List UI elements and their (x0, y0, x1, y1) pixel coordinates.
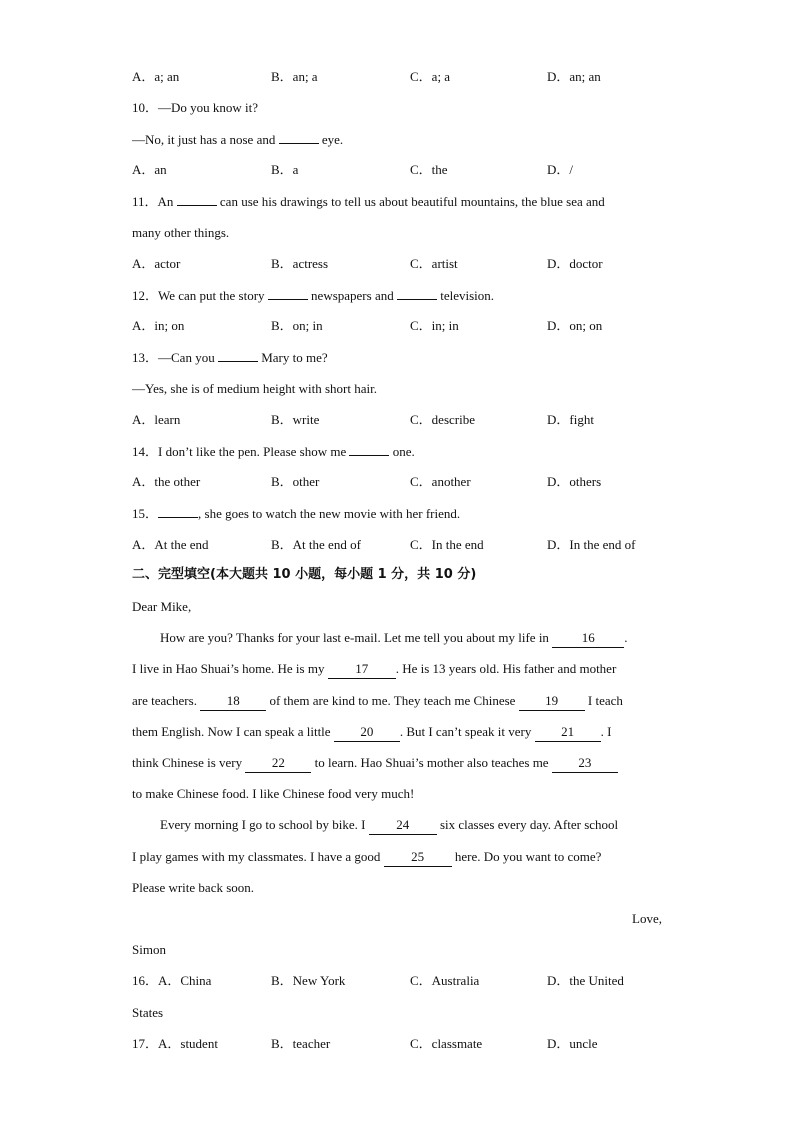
option-a: A．in; on (132, 318, 185, 333)
text: 15． (132, 506, 159, 521)
option-c: C．another (410, 474, 471, 489)
text: are teachers. (132, 693, 197, 708)
text: one. (392, 444, 415, 459)
text: to learn. Hao Shuai’s mother also teaches me (314, 755, 549, 770)
text: . I (600, 724, 612, 739)
letter-line (132, 692, 662, 711)
option-d: D．an; an (547, 69, 601, 84)
text: . (624, 630, 628, 645)
option-c: C．the (410, 162, 448, 177)
answer-blank (218, 348, 258, 362)
letter-signature: Simon (132, 942, 166, 957)
q16-wrap: States (132, 1005, 164, 1020)
letter-line (132, 816, 690, 835)
q13-stem (132, 348, 662, 367)
text: six classes every day. After school (439, 817, 619, 832)
option-b: B．an; a (271, 69, 318, 84)
option-c: C．classmate (410, 1036, 483, 1051)
blank-18: 18 (200, 692, 266, 711)
option-a: 16．A．China (132, 973, 212, 988)
q11-stem (132, 192, 662, 211)
option-d: D．others (547, 474, 602, 489)
option-d: D．In the end of (547, 537, 636, 552)
option-a: A．an (132, 162, 167, 177)
blank-24: 24 (369, 816, 437, 835)
option-a: A．learn (132, 412, 181, 427)
text: Mary to me? (261, 350, 328, 365)
letter-line: Please write back soon. (132, 880, 255, 895)
answer-blank (177, 192, 217, 206)
blank-23: 23 (552, 754, 618, 773)
text: think Chinese is very (132, 755, 243, 770)
answer-blank (268, 286, 308, 300)
answer-blank (158, 504, 198, 518)
letter-line (132, 629, 690, 648)
option-b: B．actress (271, 256, 329, 271)
text: , she goes to watch the new movie with her friend. (198, 506, 461, 521)
option-c: C．artist (410, 256, 458, 271)
text: 12．We can put the story (132, 288, 265, 303)
option-b: B．New York (271, 973, 346, 988)
option-a: 17．A．student (132, 1036, 218, 1051)
text: . But I can’t speak it very (399, 724, 532, 739)
text: I play games with my classmates. I have a good (132, 849, 381, 864)
option-c: C．a; a (410, 69, 451, 84)
option-b: B．a (271, 162, 299, 177)
q13-line2: —Yes, she is of medium height with short hair. (132, 381, 377, 396)
blank-16: 16 (552, 629, 624, 648)
option-b: B．teacher (271, 1036, 331, 1051)
option-d: D．doctor (547, 256, 603, 271)
text: eye. (321, 132, 344, 147)
option-b: B．on; in (271, 318, 323, 333)
option-c: C．describe (410, 412, 475, 427)
q11-line2: many other things. (132, 225, 230, 240)
q14-stem (132, 442, 662, 461)
text: I live in Hao Shuai’s home. He is my (132, 661, 325, 676)
text: television. (440, 288, 495, 303)
option-a: A．a; an (132, 69, 180, 84)
blank-21: 21 (535, 723, 601, 742)
text: of them are kind to me. They teach me Chinese (269, 693, 516, 708)
letter-line (132, 848, 662, 867)
option-d: D．uncle (547, 1036, 598, 1051)
text: 13．—Can you (132, 350, 215, 365)
q15-stem (132, 504, 662, 523)
letter-line: to make Chinese food. I like Chinese food very much! (132, 786, 415, 801)
option-a: A．At the end (132, 537, 209, 552)
blank-17: 17 (328, 660, 396, 679)
option-d: D．/ (547, 162, 574, 177)
option-c: C．Australia (410, 973, 480, 988)
option-d: D．the United (547, 973, 624, 988)
option-d: D．fight (547, 412, 594, 427)
blank-19: 19 (519, 692, 585, 711)
option-c: C．In the end (410, 537, 484, 552)
option-d: D．on; on (547, 318, 603, 333)
text: here. Do you want to come? (454, 849, 602, 864)
option-b: B．write (271, 412, 320, 427)
q12-stem (132, 286, 662, 305)
section-title: 二、完型填空(本大题共 10 小题，每小题 1 分，共 10 分) (132, 567, 477, 582)
text: I teach (587, 693, 623, 708)
option-c: C．in; in (410, 318, 459, 333)
q10-stem: 10．—Do you know it? (132, 100, 259, 115)
answer-blank (279, 130, 319, 144)
answer-blank (349, 442, 389, 456)
option-b: B．other (271, 474, 320, 489)
text: can use his drawings to tell us about beautiful mountains, the blue sea and (219, 194, 605, 209)
blank-25: 25 (384, 848, 452, 867)
letter-line (132, 754, 662, 773)
letter-line (132, 723, 662, 742)
text: them English. Now I can speak a little (132, 724, 331, 739)
letter-closing: Love, (632, 911, 662, 926)
text: —No, it just has a nose and (132, 132, 276, 147)
q10-line2 (132, 130, 662, 149)
text: 14．I don’t like the pen. Please show me (132, 444, 347, 459)
text: . He is 13 years old. His father and mother (395, 661, 617, 676)
text: Every morning I go to school by bike. I (160, 817, 366, 832)
option-b: B．At the end of (271, 537, 361, 552)
text: newspapers and (311, 288, 394, 303)
option-a: A．the other (132, 474, 201, 489)
letter-greeting: Dear Mike, (132, 599, 192, 614)
answer-blank (397, 286, 437, 300)
blank-22: 22 (245, 754, 311, 773)
text: 11．An (132, 194, 174, 209)
text: How are you? Thanks for your last e-mail. Let me tell you about my life in (160, 630, 549, 645)
blank-20: 20 (334, 723, 400, 742)
option-a: A．actor (132, 256, 181, 271)
letter-line (132, 660, 662, 679)
